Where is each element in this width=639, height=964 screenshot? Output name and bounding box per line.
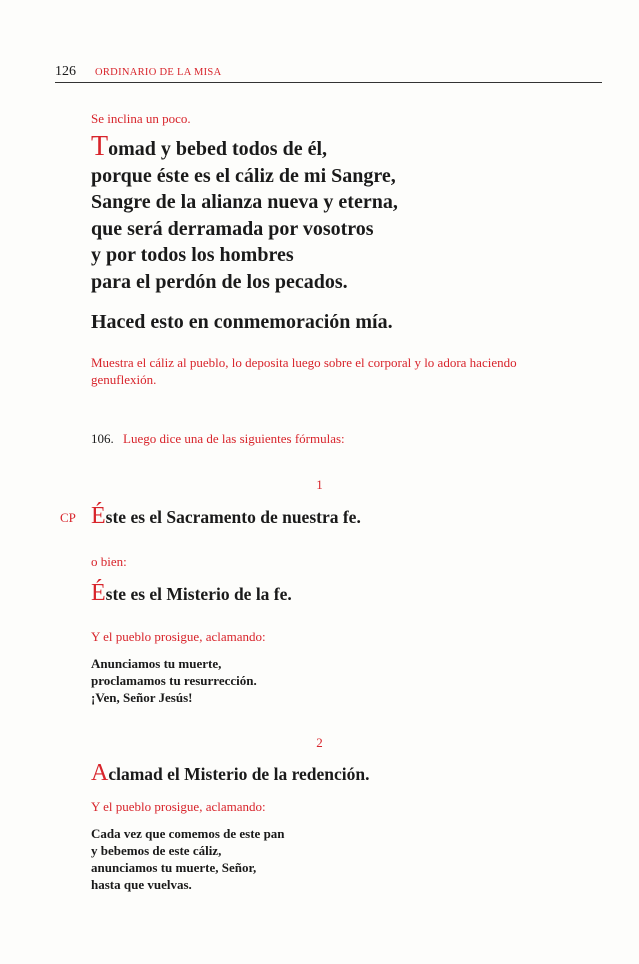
section-106 — [91, 431, 345, 447]
consecration-line: que será derramada por vosotros — [91, 217, 374, 240]
people-response-1: Anunciamos tu muerte, proclamamos tu resurrección. ¡Ven, Señor Jesús! — [91, 656, 257, 705]
formula-1-number: 1 — [316, 477, 323, 492]
drop-initial: É — [91, 503, 106, 529]
drop-initial: T — [91, 131, 109, 162]
memorial-line: Haced esto en conmemoración mía. — [91, 311, 393, 333]
consecration-line: y por todos los hombres — [91, 244, 294, 266]
consecration-line: Sangre de la alianza nueva y eterna, — [91, 191, 398, 213]
formula-2-acclamation: Aclamad el Misterio de la redención. — [91, 760, 370, 786]
formula-1-acclamation-b: Éste es el Misterio de la fe. — [91, 580, 292, 606]
people-rubric-2: Y el pueblo prosigue, aclamando: — [91, 799, 266, 814]
rubric-bow: Se inclina un poco. — [91, 111, 191, 126]
section-text: Luego dice una de las siguientes fórmulas: — [123, 431, 345, 446]
running-title: ORDINARIO DE LA MISA — [95, 67, 222, 78]
people-response-2: Cada vez que comemos de este pan y bebemos de este cáliz, anunciamos tu muerte, Señor, hasta que vuelvas. — [91, 826, 285, 892]
margin-label-cp: CP — [60, 510, 76, 525]
rubric-show-chalice: Muestra el cáliz al pueblo, lo deposita luego sobre el corporal y lo adora haciendo genuflexión. — [91, 355, 517, 387]
consecration-line: porque éste es el cáliz de mi Sangre, — [91, 164, 396, 187]
page-number: 126 — [55, 64, 76, 79]
or-rubric: o bien: — [91, 554, 127, 569]
formula-2-number: 2 — [316, 735, 323, 750]
page-header — [55, 64, 602, 83]
section-number: 106. — [91, 431, 114, 446]
formula-1-acclamation-a: Éste es el Sacramento de nuestra fe. — [91, 503, 361, 529]
people-rubric-1: Y el pueblo prosigue, aclamando: — [91, 629, 266, 644]
consecration-block — [91, 131, 398, 295]
consecration-line: para el perdón de los pecados. — [91, 270, 348, 293]
consecration-first-line: Tomad y bebed todos de él, — [91, 131, 328, 162]
drop-initial: A — [91, 760, 109, 786]
drop-initial: É — [91, 580, 106, 606]
